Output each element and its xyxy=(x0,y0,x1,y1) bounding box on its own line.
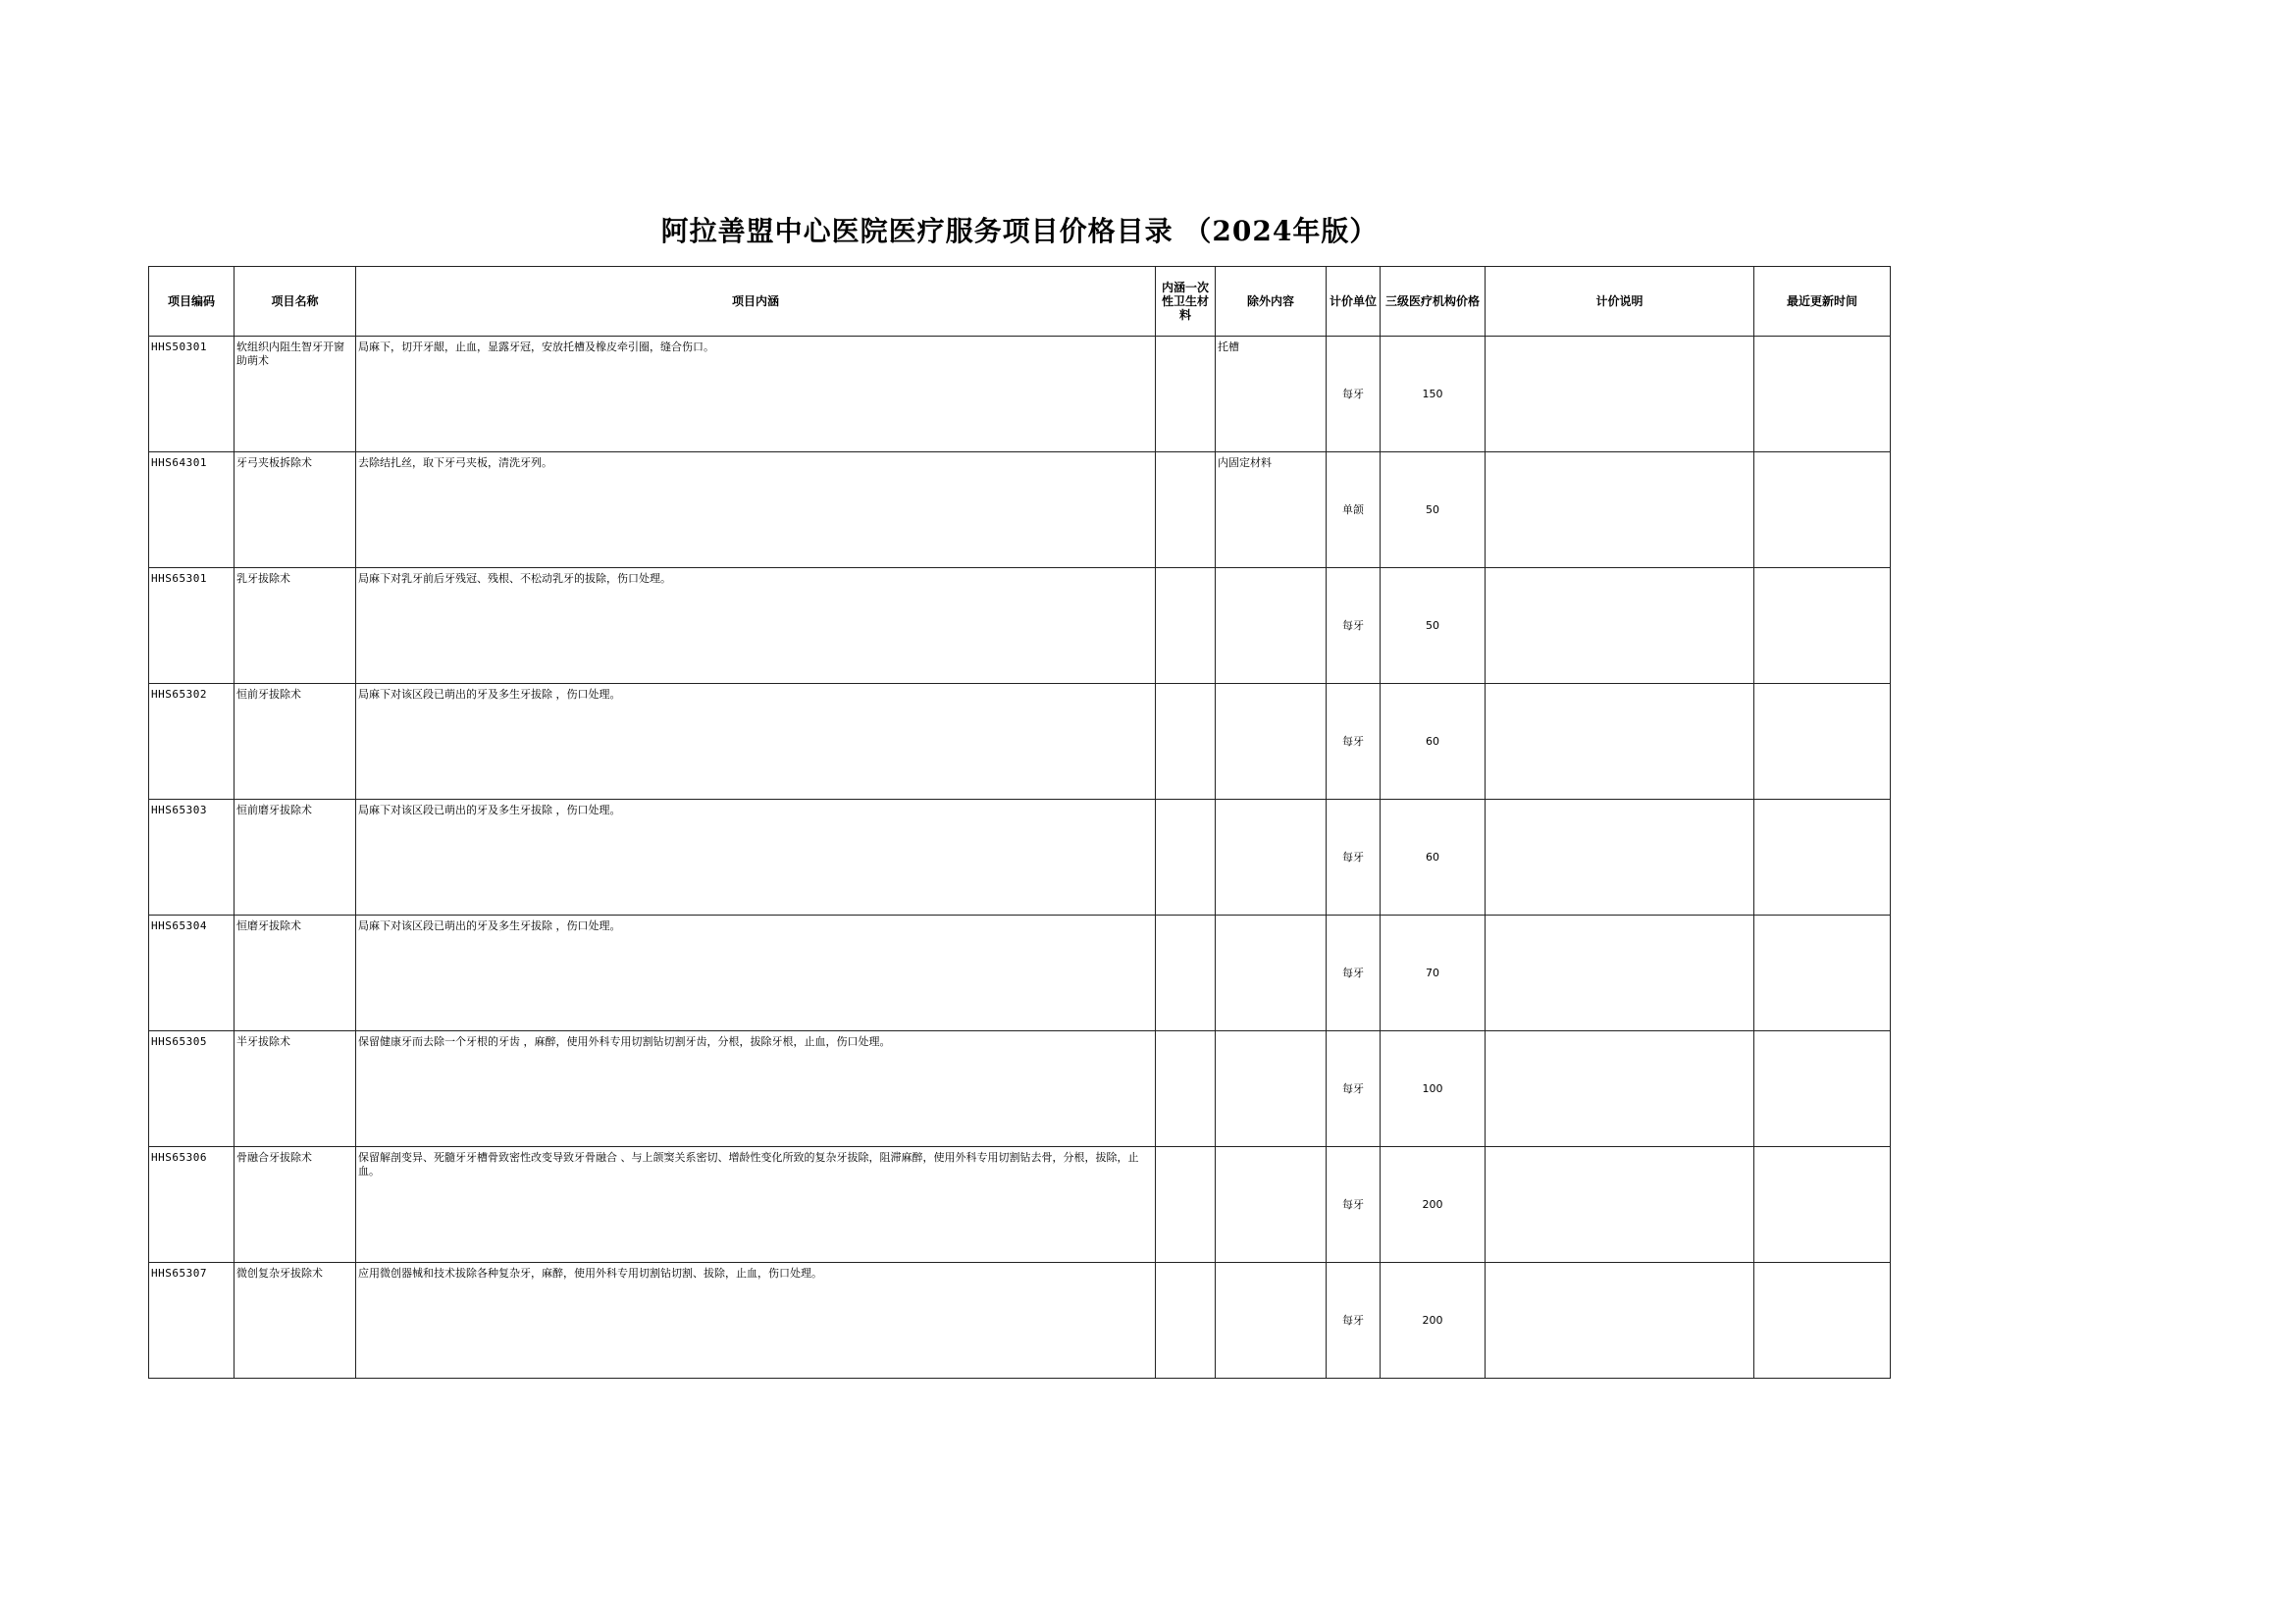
header-updated: 最近更新时间 xyxy=(1754,267,1891,337)
cell-updated xyxy=(1754,337,1891,452)
cell-code: HHS65301 xyxy=(149,568,235,684)
cell-price: 50 xyxy=(1381,452,1486,568)
table-row xyxy=(149,800,1891,916)
cell-name: 半牙拔除术 xyxy=(235,1031,356,1147)
cell-consumables xyxy=(1156,452,1216,568)
table-row xyxy=(149,337,1891,452)
cell-consumables xyxy=(1156,337,1216,452)
header-notes: 计价说明 xyxy=(1486,267,1754,337)
cell-code: HHS65306 xyxy=(149,1147,235,1263)
cell-content: 局麻下对该区段已萌出的牙及多生牙拔除 ，伤口处理。 xyxy=(356,684,1156,800)
cell-code: HHS65305 xyxy=(149,1031,235,1147)
table-row xyxy=(149,1263,1891,1379)
cell-unit: 每牙 xyxy=(1327,1263,1381,1379)
cell-name: 恒前牙拔除术 xyxy=(235,684,356,800)
cell-updated xyxy=(1754,568,1891,684)
cell-updated xyxy=(1754,1031,1891,1147)
cell-excluded xyxy=(1216,1147,1327,1263)
cell-content: 保留健康牙而去除一个牙根的牙齿 ，麻醉，使用外科专用切割钻切割牙齿，分根，拔除牙根，止血，伤口处理。 xyxy=(356,1031,1156,1147)
cell-price: 200 xyxy=(1381,1147,1486,1263)
cell-content: 局麻下对该区段已萌出的牙及多生牙拔除 ，伤口处理。 xyxy=(356,800,1156,916)
cell-unit: 每牙 xyxy=(1327,1031,1381,1147)
cell-price: 50 xyxy=(1381,568,1486,684)
table-row xyxy=(149,916,1891,1031)
cell-notes xyxy=(1486,800,1754,916)
cell-content: 应用微创器械和技术拔除各种复杂牙，麻醉，使用外科专用切割钻切割、拔除，止血，伤口处理。 xyxy=(356,1263,1156,1379)
cell-updated xyxy=(1754,916,1891,1031)
cell-notes xyxy=(1486,684,1754,800)
table-row xyxy=(149,568,1891,684)
cell-unit: 每牙 xyxy=(1327,800,1381,916)
cell-price: 70 xyxy=(1381,916,1486,1031)
cell-notes xyxy=(1486,452,1754,568)
cell-excluded xyxy=(1216,684,1327,800)
cell-price: 150 xyxy=(1381,337,1486,452)
cell-content: 局麻下，切开牙龈，止血，显露牙冠，安放托槽及橡皮牵引圈，缝合伤口。 xyxy=(356,337,1156,452)
cell-unit: 每牙 xyxy=(1327,1147,1381,1263)
cell-consumables xyxy=(1156,1263,1216,1379)
cell-excluded xyxy=(1216,916,1327,1031)
header-excluded: 除外内容 xyxy=(1216,267,1327,337)
cell-notes xyxy=(1486,1263,1754,1379)
cell-consumables xyxy=(1156,568,1216,684)
header-content: 项目内涵 xyxy=(356,267,1156,337)
document-title: 阿拉善盟中心医院医疗服务项目价格目录 （2024年版） xyxy=(660,215,1379,247)
cell-unit: 每牙 xyxy=(1327,337,1381,452)
cell-content: 局麻下对乳牙前后牙残冠、残根、不松动乳牙的拔除，伤口处理。 xyxy=(356,568,1156,684)
cell-name: 乳牙拔除术 xyxy=(235,568,356,684)
cell-excluded: 托槽 xyxy=(1216,337,1327,452)
cell-code: HHS65307 xyxy=(149,1263,235,1379)
cell-code: HHS65304 xyxy=(149,916,235,1031)
cell-unit: 每牙 xyxy=(1327,568,1381,684)
cell-excluded xyxy=(1216,1263,1327,1379)
cell-content: 去除结扎丝，取下牙弓夹板，清洗牙列。 xyxy=(356,452,1156,568)
cell-price: 60 xyxy=(1381,684,1486,800)
header-name: 项目名称 xyxy=(235,267,356,337)
cell-name: 微创复杂牙拔除术 xyxy=(235,1263,356,1379)
cell-code: HHS65302 xyxy=(149,684,235,800)
cell-excluded: 内固定材料 xyxy=(1216,452,1327,568)
cell-consumables xyxy=(1156,800,1216,916)
table-row xyxy=(149,452,1891,568)
cell-code: HHS64301 xyxy=(149,452,235,568)
cell-price: 200 xyxy=(1381,1263,1486,1379)
cell-code: HHS50301 xyxy=(149,337,235,452)
cell-notes xyxy=(1486,1031,1754,1147)
cell-updated xyxy=(1754,800,1891,916)
cell-price: 100 xyxy=(1381,1031,1486,1147)
header-price: 三级医疗机构价格 xyxy=(1381,267,1486,337)
header-unit: 计价单位 xyxy=(1327,267,1381,337)
header-consumables: 内涵一次性卫生材料 xyxy=(1156,267,1216,337)
cell-name: 骨融合牙拔除术 xyxy=(235,1147,356,1263)
cell-consumables xyxy=(1156,916,1216,1031)
cell-name: 恒磨牙拔除术 xyxy=(235,916,356,1031)
header-row xyxy=(149,267,1891,337)
cell-name: 牙弓夹板拆除术 xyxy=(235,452,356,568)
cell-name: 恒前磨牙拔除术 xyxy=(235,800,356,916)
cell-notes xyxy=(1486,1147,1754,1263)
cell-consumables xyxy=(1156,1031,1216,1147)
cell-consumables xyxy=(1156,1147,1216,1263)
cell-updated xyxy=(1754,1263,1891,1379)
table-row xyxy=(149,1147,1891,1263)
cell-code: HHS65303 xyxy=(149,800,235,916)
cell-excluded xyxy=(1216,568,1327,684)
cell-consumables xyxy=(1156,684,1216,800)
cell-content: 局麻下对该区段已萌出的牙及多生牙拔除 ，伤口处理。 xyxy=(356,916,1156,1031)
cell-updated xyxy=(1754,684,1891,800)
header-code: 项目编码 xyxy=(149,267,235,337)
cell-updated xyxy=(1754,452,1891,568)
cell-unit: 单颌 xyxy=(1327,452,1381,568)
table-row xyxy=(149,1031,1891,1147)
cell-name: 软组织内阻生智牙开窗助萌术 xyxy=(235,337,356,452)
table-row xyxy=(149,684,1891,800)
cell-unit: 每牙 xyxy=(1327,916,1381,1031)
cell-notes xyxy=(1486,916,1754,1031)
cell-excluded xyxy=(1216,1031,1327,1147)
cell-unit: 每牙 xyxy=(1327,684,1381,800)
cell-price: 60 xyxy=(1381,800,1486,916)
price-table xyxy=(148,266,1891,1379)
cell-content: 保留解剖变异、死髓牙牙槽骨致密性改变导致牙骨融合 、与上颌窦关系密切、增龄性变化所致的复杂牙拔除，阻滞麻醉，使用外科专用切割钻去骨，分根，拔除，止血。 xyxy=(356,1147,1156,1263)
cell-updated xyxy=(1754,1147,1891,1263)
cell-notes xyxy=(1486,337,1754,452)
cell-notes xyxy=(1486,568,1754,684)
cell-excluded xyxy=(1216,800,1327,916)
